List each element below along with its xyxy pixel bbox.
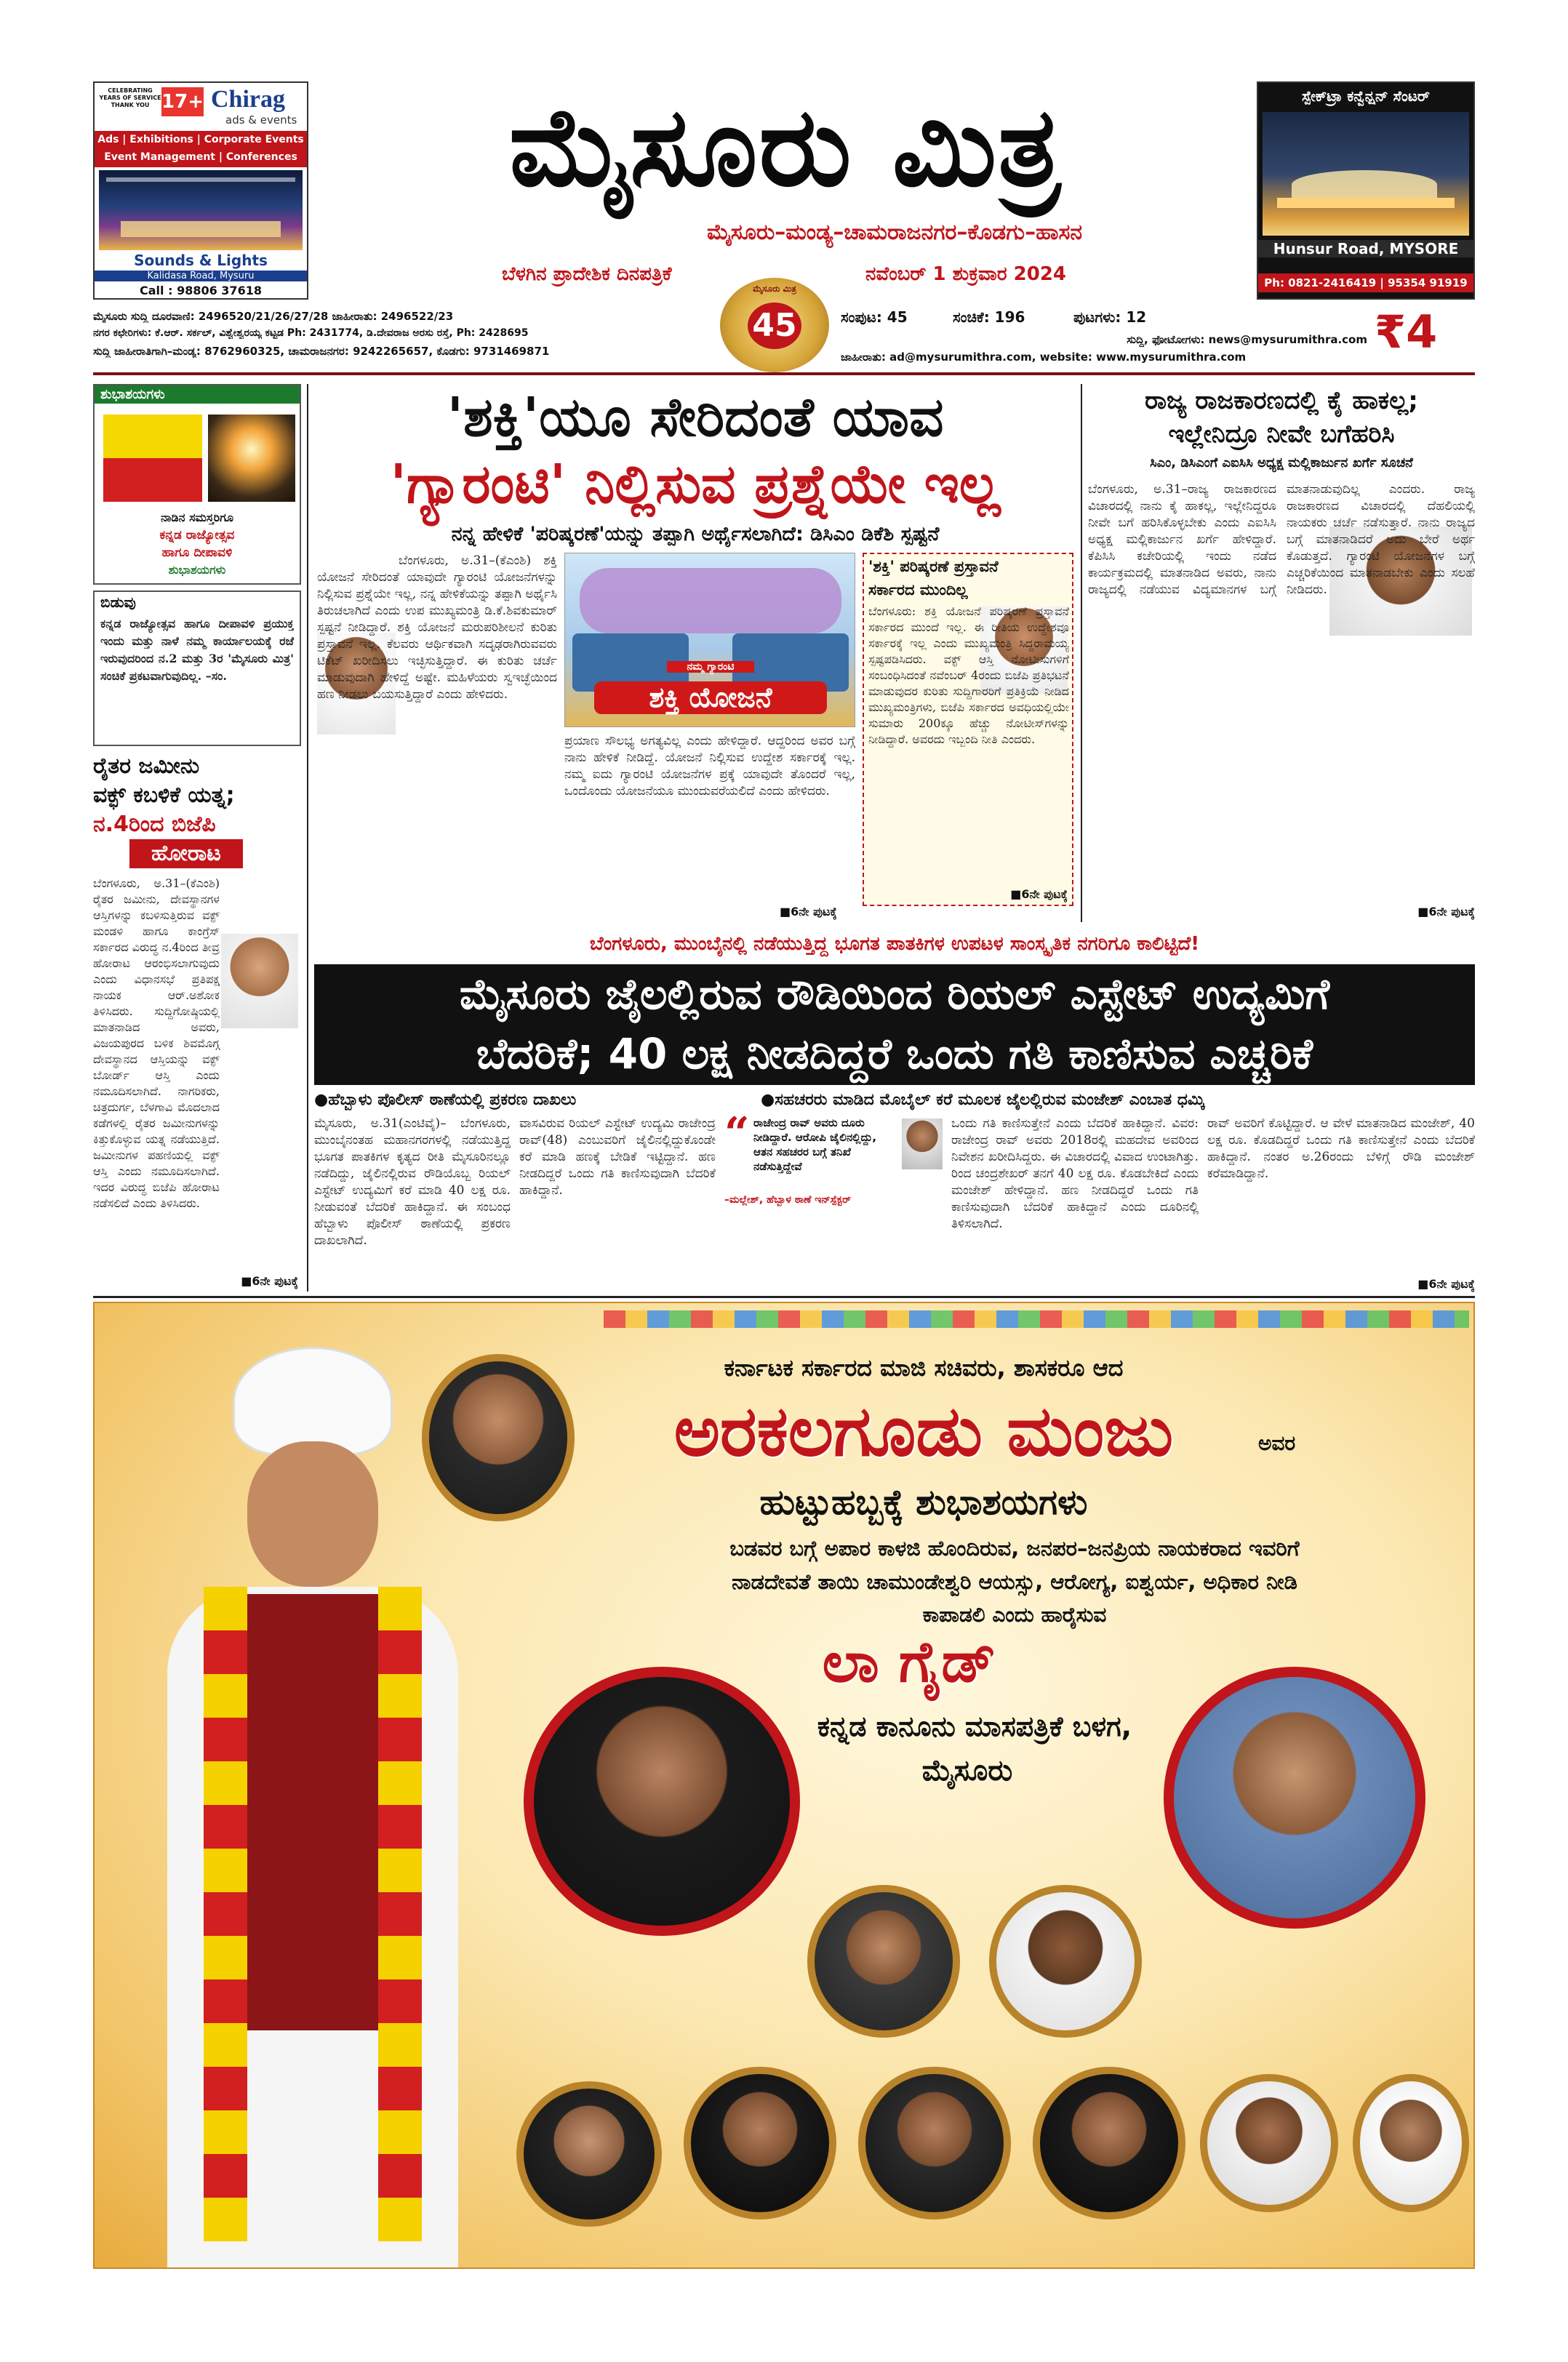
- left-ad[interactable]: [93, 81, 308, 300]
- portrait-row2-6: [1353, 2074, 1469, 2212]
- lead-body-1: ಬೆಂಗಳೂರು, ಅ.31–(ಕೆಎಂಶಿ) ಶಕ್ತಿ ಯೋಜನೆ ಸೇರಿದಂತೆ ಯಾವುದೇ ಗ್ಯಾರಂಟಿ ಯೋಜನೆಗಳನ್ನು ನಿಲ್ಲಿಸುವ ಪ್ರಶ್ನೆಯೇ ಇಲ್ಲ, ನನ್ನ ಹೇಳಿಕೆಯನ್ನು ತಪ್ಪಾಗಿ ಅರ್ಥೈಸಿ ತಿರುಚಲಾಗಿದೆ ಎಂದು ಉಪ ಮುಖ್ಯಮಂತ್ರಿ ಡಿ.ಕೆ.ಶಿವಕುಮಾರ್ ಸ್ಪಷ್ಟನೆ ನೀಡಿದ್ದಾರೆ. ಶಕ್ತಿ ಯೋಜನೆ ಮರುಪರಿಶೀಲನೆ ಕುರಿತು ಪ್ರಸ್ತಾವನೆ ಇಲ್ಲ. ಕೆಲವರು ಆರ್ಥಿಕವಾಗಿ ಸದೃಢರಾಗಿರುವವರು ಟಿಕೆಟ್ ಖರೀದಿಸಲು ಇಚ್ಛಿಸುತ್ತಿದ್ದಾರೆ. ಈ ಕುರಿತು ಚರ್ಚೆ ಮಾಡುವುದಾಗಿ ಹೇಳಿದ್ದೆ ಅಷ್ಟೇ. ಮಹಿಳೆಯರು ಸ್ವಇಚ್ಛೆಯಿಂದ ಹಣ ನೀಡಲು ಬಯಸುತ್ತಿದ್ದಾರೆ ಎಂದು ಹೇಳಿದರು.: [317, 553, 557, 702]
- right-ad[interactable]: [1257, 81, 1475, 300]
- strap-line: ಬೆಂಗಳೂರು, ಮುಂಬೈನಲ್ಲಿ ನಡೆಯುತ್ತಿದ್ದ ಭೂಗತ ಪಾತಕಿಗಳ ಉಪಟಳ ಸಾಂಸ್ಕೃತಿಕ ನಗರಿಗೂ ಕಾಲಿಟ್ಟಿದೆ!: [589, 933, 1200, 955]
- banner-line-2: ಬೆದರಿಕೆ; 40 ಲಕ್ಷ ನೀಡದಿದ್ದರೆ ಒಂದು ಗತಿ ಕಾಣಿಸುವ ಎಚ್ಚರಿಕೆ: [476, 1029, 1313, 1078]
- masthead-tagline: ಬೆಳಗಿನ ಪ್ರಾದೇಶಿಕ ದಿನಪತ್ರಿಕೆ: [502, 263, 672, 285]
- banner-line-1: ಮೈಸೂರು ಜೈಲಲ್ಲಿರುವ ರೌಡಿಯಿಂದ ರಿಯಲ್ ಎಸ್ಟೇಟ್ ಉದ್ಯಮಿಗೆ: [459, 969, 1330, 1019]
- karnataka-flag-image: [103, 415, 202, 502]
- right-story-body: ಬೆಂಗಳೂರು, ಅ.31–ರಾಜ್ಯ ರಾಜಕಾರಣದ ವಿಚಾರದಲ್ಲಿ ನಾನು ಕೈ ಹಾಕಲ್ಲ, ಇಲ್ಲೇನಿದ್ದರೂ ನೀವೇ ಬಗೆ ಹರಿಸಿಕೊಳ್ಳಬೇಕು ಎಂದು ಎಐಸಿಸಿ ಅಧ್ಯಕ್ಷ ಮಲ್ಲಿಕಾರ್ಜುನ ಖರ್ಗೆ ಹೇಳಿದ್ದಾರೆ. ಕೆಪಿಸಿಸಿ ಕಚೇರಿಯಲ್ಲಿ ಇಂದು ನಡೆದ ಕಾರ್ಯಕ್ರಮದಲ್ಲಿ ಮಾತನಾಡಿದ ಅವರು, ನಾನು ರಾಜ್ಯದಲ್ಲಿ ನಡೆಯುವ ವಿದ್ಯಮಾನಗಳ ಬಗ್ಗೆ ಮಾತನಾಡುವುದಿಲ್ಲ ಎಂದರು. ರಾಜ್ಯ ರಾಜಕಾರಣದ ವಿಚಾರದಲ್ಲಿ ದೆಹಲಿಯಲ್ಲಿ ನಾಯಕರು ಚರ್ಚೆ ನಡೆಸುತ್ತಾರೆ. ನಾನು ರಾಜ್ಯದ ಬಗ್ಗೆ ಮಾತನಾಡಿದರೆ ಅದು ಬೇರೆ ಅರ್ಥ ಕೊಡುತ್ತದೆ. ಗ್ಯಾರಂಟಿ ಯೋಜನೆಗಳ ಬಗ್ಗೆ ಎಚ್ಚರಿಕೆಯಿಂದ ಮಾತನಾಡಬೇಕು ಎಂದು ಸಲಹೆ ನೀಡಿದರು.: [1088, 482, 1475, 597]
- holiday-header: ಬಿಡುವು: [100, 593, 136, 611]
- poster-small-text: ನಮ್ಮ ಗ್ಯಾರಂಟಿ: [667, 661, 754, 673]
- ad-wish: ಹುಟ್ಟುಹಬ್ಬಕ್ಕೆ ಶುಭಾಶಯಗಳು: [759, 1482, 1088, 1523]
- lead-headline-1: 'ಶಕ್ತಿ'ಯೂ ಸೇರಿದಂತೆ ಯಾವ: [447, 386, 944, 449]
- side-story-headline-1: 'ಶಕ್ತಿ' ಪರಿಷ್ಕರಣೆ ಪ್ರಸ್ತಾವನೆ: [868, 558, 999, 575]
- side-story-body: ಬೆಂಗಳೂರು: ಶಕ್ತಿ ಯೋಜನೆ ಪರಿಷ್ಕರಣೆ ಪ್ರಸ್ತಾವನೆ ಸರ್ಕಾರದ ಮುಂದೆ ಇಲ್ಲ. ಈ ರೀತಿಯ ಉದ್ದೇಶವೂ ಸರ್ಕಾರಕ್ಕೆ ಇಲ್ಲ ಎಂದು ಮುಖ್ಯಮಂತ್ರಿ ಸಿದ್ದರಾಮಯ್ಯ ಸ್ಪಷ್ಟಪಡಿಸಿದರು. ವಕ್ಫ್ ಆಸ್ತಿ ನೋಟೀಸುಗಳಿಗೆ ಸಂಬಂಧಿಸಿದಂತೆ ನವೆಂಬರ್ 4ರಂದು ಬಿಜೆಪಿ ಪ್ರತಿಭಟನೆ ಮಾಡುವುದರ ಕುರಿತು ಸುದ್ದಿಗಾರರಿಗೆ ಪ್ರತಿಕ್ರಿಯೆ ನೀಡಿದ ಮುಖ್ಯಮಂತ್ರಿಗಳು, ಬಿಜೆಪಿ ಸರ್ಕಾರದ ಅವಧಿಯಲ್ಲಿಯೇ ಸುಮಾರು 200ಕ್ಕೂ ಹೆಚ್ಚು ನೋಟೀಸ್‌ಗಳನ್ನು ನೀಡಿದ್ದಾರೆ. ಅವರದು ಇಬ್ಬಂದಿ ನೀತಿ ಎಂದರು.: [868, 604, 1069, 746]
- price: ₹4: [1375, 305, 1438, 359]
- crime-body-3: ಒಂದು ಗತಿ ಕಾಣಿಸುತ್ತೇನೆ ಎಂದು ಬೆದರಿಕೆ ಹಾಕಿದ್ದಾನೆ. ವಿವರ: ರಾಜೇಂದ್ರ ರಾವ್ ಅವರು 2018ರಲ್ಲಿ ಮಹದೇವ ಅವರಿಂದ ನಿವೇಶನ ಖರೀದಿಸಿದ್ದರು. ಈ ವಿಚಾರದಲ್ಲಿ ವಿವಾದ ಉಂಟಾಗಿತ್ತು. ರಿಂದ ಚಂದ್ರಶೇಖರ್ ತನಗೆ 40 ಲಕ್ಷ ರೂ. ಕೊಡಬೇಕಿದೆ ಎಂದು ಮಂಜೇಶ್ ಹೇಳಿದ್ದಾನೆ. ಹಣ ನೀಡದಿದ್ದರೆ ಒಂದು ಗತಿ ಕಾಣಿಸುವುದಾಗಿ ಬೆದರಿಕೆ ಹಾಕಿದ್ದಾನೆ ಎಂದು ದೂರಿನಲ್ಲಿ ತಿಳಿಸಲಾಗಿದೆ.: [951, 1116, 1199, 1231]
- ad-leader-name: ಅರಕಲಗೂಡು ಮಂಜು: [673, 1390, 1174, 1472]
- right-ad-address: Hunsur Road, MYSORE: [1258, 240, 1473, 257]
- crime-kicker-1: ●ಹೆಬ್ಬಾಳು ಪೊಲೀಸ್ ಠಾಣೆಯಲ್ಲಿ ಪ್ರಕರಣ ದಾಖಲು: [314, 1091, 577, 1109]
- portrait-row1-left: [807, 1885, 960, 2038]
- right-headline-2: ಇಲ್ಲೇನಿದ್ರೂ ನೀವೇ ಬಗೆಹರಿಸಿ: [1168, 420, 1395, 449]
- ad-line-4: ಕಾಪಾಡಲಿ ಎಂದು ಹಾರೈಸುವ: [922, 1603, 1107, 1627]
- shakti-yojane-poster: [564, 553, 855, 727]
- ad-brand: Chirag: [211, 86, 285, 113]
- side-story: [863, 553, 1073, 906]
- right-story-continued: ■6ನೇ ಪುಟಕ್ಕೆ: [1417, 905, 1475, 918]
- lead-continued: ■6ನೇ ಪುಟಕ್ಕೆ: [780, 905, 837, 918]
- right-ad-phone: Ph: 0821-2416419 | 95354 91919: [1258, 273, 1473, 292]
- right-ad-title: ಸ್ಪೇಕ್‌ಟ್ರಾ ಕನ್ವೆನ್ಷನ್ ಸೆಂಟರ್: [1302, 87, 1430, 105]
- volume: ಸಂಪುಟ: 45: [841, 308, 908, 326]
- ad-call: Call : 98806 37618: [140, 284, 262, 297]
- portrait-row2-3: [858, 2067, 1011, 2219]
- ad-services-strip: [95, 131, 307, 167]
- anniversary-seal-number: 45: [748, 303, 801, 349]
- ad-sounds-lights: Sounds & Lights: [134, 252, 268, 269]
- ad-org-line: ಕನ್ನಡ ಕಾನೂನು ಮಾಸಪತ್ರಿಕೆ ಬಳಗ,: [817, 1710, 1132, 1742]
- portrait-center-large: [524, 1667, 800, 1936]
- masthead: [0, 0, 1568, 378]
- anniversary-seal: [720, 278, 829, 372]
- crime-quote-by: –ಮಲ್ಲೇಶ್, ಹೆಬ್ಬಾಳ ಠಾಣೆ ಇನ್‌ಸ್ಪೆಕ್ಟರ್: [724, 1194, 852, 1206]
- holiday-body: ಕನ್ನಡ ರಾಜ್ಯೋತ್ಸವ ಹಾಗೂ ದೀಪಾವಳಿ ಪ್ರಯುಕ್ತ ಇಂದು ಮತ್ತು ನಾಳೆ ನಮ್ಮ ಕಾರ್ಯಾಲಯಕ್ಕೆ ರಜೆ ಇರುವುದರಿಂದ ನ.2 ಮತ್ತು 3ರ 'ಮೈಸೂರು ಮಿತ್ರ' ಸಂಚಿಕೆ ಪ್ರಕಟವಾಗುವುದಿಲ್ಲ. –ಸಂ.: [100, 617, 294, 683]
- greetings-header: ಶುಭಾಶಯಗಳು: [95, 385, 300, 404]
- right-headline-1: ರಾಜ್ಯ ರಾಜಕಾರಣದಲ್ಲಿ ಕೈ ಹಾಕಲ್ಲ;: [1145, 386, 1418, 415]
- crime-kicker-2: ●ಸಹಚರರು ಮಾಡಿದ ಮೊಬೈಲ್ ಕರೆ ಮೂಲಕ ಜೈಲಲ್ಲಿರುವ ಮಂಜೇಶ್ ಎಂಬಾತ ಧಮ್ಕಿ: [761, 1091, 1205, 1109]
- fireworks-image: [208, 415, 295, 502]
- masthead-rule: [93, 372, 1475, 375]
- quote-mark-icon: “: [724, 1108, 750, 1159]
- ad-services-line2: Event Management | Conferences: [104, 151, 297, 163]
- portrait-row2-2: [684, 2067, 836, 2219]
- bunting-decoration: [604, 1310, 1469, 1354]
- greetings-line4: ಶುಭಾಶಯಗಳು: [168, 563, 226, 577]
- left-story-continued: ■6ನೇ ಪುಟಕ್ಕೆ: [241, 1274, 298, 1288]
- ad-services-line1: Ads | Exhibitions | Corporate Events: [97, 134, 304, 145]
- right-ad-photo: [1263, 112, 1469, 236]
- left-story-body: ಬೆಂಗಳೂರು, ಅ.31–(ಕೆಎಂಶಿ) ರೈತರ ಜಮೀನು, ದೇವಸ್ಥಾನಗಳ ಆಸ್ತಿಗಳನ್ನು ಕಬಳಿಸುತ್ತಿರುವ ವಕ್ಫ್ ಮಂಡಳಿ ಹಾಗೂ ಕಾಂಗ್ರೆಸ್ ಸರ್ಕಾರದ ವಿರುದ್ಧ ನ.4ರಿಂದ ತೀವ್ರ ಹೋರಾಟ ಆರಂಭಿಸಲಾಗುವುದು ಎಂದು ವಿಧಾನಸಭೆ ಪ್ರತಿಪಕ್ಷ ನಾಯಕ ಆರ್.ಅಶೋಕ ತಿಳಿಸಿದರು. ಸುದ್ದಿಗೋಷ್ಠಿಯಲ್ಲಿ ಮಾತನಾಡಿದ ಅವರು, ವಿಜಯಪುರದ ಬಳಿಕ ಶಿವಮೊಗ್ಗ ದೇವಸ್ಥಾನದ ಆಸ್ತಿಯನ್ನು ವಕ್ಫ್ ಬೋರ್ಡ್ ಆಸ್ತಿ ಎಂದು ನಮೂದಿಸಲಾಗಿದೆ. ನಾಗರಿಕರು, ಚಿತ್ರದುರ್ಗ, ಬೆಳಗಾವಿ ಮೊದಲಾದ ಕಡೆಗಳಲ್ಲಿ ರೈತರ ಜಮೀನುಗಳನ್ನು ಕಿತ್ತುಕೊಳ್ಳುವ ಯತ್ನ ನಡೆಯುತ್ತಿದೆ. ಜಮೀನುಗಳ ಪಹಣಿಯಲ್ಲಿ ವಕ್ಫ್ ಆಸ್ತಿ ಎಂದು ನಮೂದಿಸಲಾಗಿದೆ. ಇದರ ವಿರುದ್ಧ ಬಿಜೆಪಿ ಹೋರಾಟ ನಡೆಸಲಿದೆ ಎಂದು ತಿಳಿಸಿದರು.: [93, 876, 220, 1210]
- anniversary-seal-label: ಮೈಸೂರು ಮಿತ್ರ: [753, 284, 796, 294]
- ad-org-name: ಲಾ ಗೈಡ್: [822, 1630, 996, 1695]
- ad-name-suffix: ಅವರ: [1258, 1431, 1296, 1455]
- crime-body-4-inline: ರಿಂದ ಚಂದ್ರಶೇಖರ್ ತನಗೆ 40 ಲಕ್ಷ ರೂ. ಕೊಡಬೇಕಿದೆ ಎಂದು ಮಂಜೇಶ್ ಹೇಳಿದ್ದಾನೆ. ಹಣ ನೀಡದಿದ್ದರೆ ಒಂದು ಗತಿ ಕಾಣಿಸುವುದಾಗಿ ಬೆದರಿಕೆ ಹಾಕಿದ್ದಾನೆ ಎಂದು ದೂರಿನಲ್ಲಿ ತಿಳಿಸಲಾಗಿದೆ.: [951, 1166, 1199, 1231]
- anniversary-badge-text: CELEBRATING YEARS OF SERVICE THANK YOU: [99, 87, 161, 108]
- greetings-box: [93, 384, 301, 585]
- side-story-continued: ■6ನೇ ಪುಟಕ್ಕೆ: [1010, 887, 1068, 901]
- right-subhead: ಸಿಎಂ, ಡಿಸಿಎಂಗೆ ಎಐಸಿಸಿ ಅಧ್ಯಕ್ಷ ಮಲ್ಲಿಕಾರ್ಜುನ ಖರ್ಗೆ ಸೂಚನೆ: [1150, 455, 1413, 471]
- holiday-box: [93, 590, 301, 746]
- ad-brand-sub: ads & events: [225, 113, 297, 127]
- crime-quote: ರಾಜೇಂದ್ರ ರಾವ್ ಅವರು ದೂರು ನೀಡಿದ್ದಾರೆ. ಆರೋಪಿ ಜೈಲಿನಲ್ಲಿದ್ದು, ಆತನ ಸಹಚರರ ಬಗ್ಗೆ ತನಿಖೆ ನಡೆಸುತ್ತಿದ್ದೇವೆ: [753, 1116, 877, 1173]
- issue: ಸಂಚಿಕೆ: 196: [953, 308, 1025, 326]
- portrait-row2-1: [516, 2081, 662, 2227]
- masthead-subtitle: ಮೈಸೂರು–ಮಂಡ್ಯ–ಚಾಮರಾಜನಗರ–ಕೊಡಗು–ಹಾಸನ: [706, 220, 1083, 245]
- crime-body-1: ಮೈಸೂರು, ಅ.31(ಎಂಟಿವೈ)– ಬೆಂಗಳೂರು, ಮುಂಬೈನಂತಹ ಮಹಾನಗರಗಳಲ್ಲಿ ನಡೆಯುತ್ತಿದ್ದ ಭೂಗತ ಪಾತಕಿಗಳ ಕೃತ್ಯದ ರೀತಿ ಮೈಸೂರಿನಲ್ಲೂ ನಡೆದಿದ್ದು, ಜೈಲಿನಲ್ಲಿರುವ ರೌಡಿಯೊಬ್ಬ ರಿಯಲ್ ಎಸ್ಟೇಟ್ ಉದ್ಯಮಿಗೆ ಕರೆ ಮಾಡಿ 40 ಲಕ್ಷ ರೂ. ನೀಡುವಂತೆ ಬೆದರಿಕೆ ಹಾಕಿದ್ದಾನೆ. ಈ ಸಂಬಂಧ ಹೆಬ್ಬಾಳು ಪೊಲೀಸ್ ಠಾಣೆಯಲ್ಲಿ ಪ್ರಕರಣ ದಾಖಲಾಗಿದೆ.: [314, 1116, 511, 1248]
- greetings-line1: ನಾಡಿನ ಸಮಸ್ತರಿಗೂ: [161, 511, 233, 524]
- news-email: ಸುದ್ದಿ, ಫೋಟೋಗಳು: news@mysurumithra.com: [1127, 333, 1367, 346]
- crime-quote-box: [724, 1108, 943, 1210]
- ad-address: Kalidasa Road, Mysuru: [95, 271, 307, 281]
- pages: ಪುಟಗಳು: 12: [1073, 308, 1147, 326]
- poster-title: ಶಕ್ತಿ ಯೋಜನೆ: [594, 681, 827, 714]
- crime-body-2: ವಾಸವಿರುವ ರಿಯಲ್ ಎಸ್ಟೇಟ್ ಉದ್ಯಮಿ ರಾಜೇಂದ್ರ ರಾವ್(48) ಎಂಬುವರಿಗೆ ಜೈಲಿನಲ್ಲಿದ್ದುಕೊಂಡೇ ಕರೆ ಮಾಡಿ ಹಣಕ್ಕೆ ಬೇಡಿಕೆ ಇಟ್ಟಿದ್ದಾನೆ. ಹಣ ನೀಡದಿದ್ದರೆ ಒಂದು ಗತಿ ಕಾಣಿಸುವುದಾಗಿ ಬೆದರಿಕೆ ಹಾಕಿದ್ದಾನೆ.: [519, 1116, 716, 1198]
- birthday-ad[interactable]: [93, 1302, 1475, 2269]
- ad-email: ಜಾಹೀರಾತು: ad@mysurumithra.com, website: www.mysurumithra.com: [841, 351, 1247, 364]
- ad-line-2: ಬಡವರ ಬಗ್ಗೆ ಅಪಾರ ಕಾಳಜಿ ಹೊಂದಿರುವ, ಜನಪರ–ಜನಪ್ರಿಯ ನಾಯಕರಾದ ಇವರಿಗೆ: [729, 1536, 1300, 1561]
- lead-body-2: ಪ್ರಯಾಣ ಸೌಲಭ್ಯ ಅಗತ್ಯವಿಲ್ಲ ಎಂದು ಹೇಳಿದ್ದಾರೆ. ಆದ್ದರಿಂದ ಅವರ ಬಗ್ಗೆ ನಾನು ಹೇಳಿಕೆ ನೀಡಿದ್ದೆ. ಯೋಜನೆ ನಿಲ್ಲಿಸುವ ಉದ್ದೇಶ ಸರ್ಕಾರಕ್ಕೆ ಇಲ್ಲ. ನಮ್ಮ ಐದು ಗ್ಯಾರಂಟಿ ಯೋಜನೆಗಳ ಪ್ರಕ್ಕೆ ಯಾವುದೇ ತೊಂದರೆ ಇಲ್ಲ, ಒಂದೊಂದು ಯೋಜನೆಯೂ ಮುಂದುವರೆಯಲಿದೆ ಎಂದು ಹೇಳಿದರು.: [564, 734, 855, 798]
- ad-top-rule: [93, 1296, 1475, 1298]
- left-story-headline-4: ಹೋರಾಟ: [129, 839, 243, 868]
- right-story: [1088, 384, 1475, 922]
- anniversary-badge-number: 17+: [161, 87, 204, 116]
- side-story-headline-2: ಸರ್ಕಾರದ ಮುಂದಿಲ್ಲ: [868, 581, 968, 598]
- crime-continued: ■6ನೇ ಪುಟಕ್ಕೆ: [1417, 1277, 1475, 1291]
- left-story-headline-1: ರೈತರ ಜಮೀನು: [93, 753, 200, 779]
- ad-city: ಮೈಸೂರು: [921, 1754, 1013, 1787]
- lead-subhead: ನನ್ನ ಹೇಳಿಕೆ 'ಪರಿಷ್ಕರಣೆ'ಯನ್ನು ತಪ್ಪಾಗಿ ಅರ್ಥೈಸಲಾಗಿದೆ: ಡಿಸಿಎಂ ಡಿಕೆಶಿ ಸ್ಪಷ್ಟನೆ: [451, 523, 940, 545]
- right-column-rule: [1081, 384, 1082, 922]
- crime-story: [314, 1091, 1475, 1292]
- contact-line-2: ನಗರ ಕಛೇರಿಗಳು: ಕೆ.ಆರ್. ಸರ್ಕಲ್, ವಿಶ್ವೇಶ್ವರಯ್ಯ ಕಟ್ಟಡ Ph: 2431774, ಡಿ.ದೇವರಾಜ ಅರಸು ರಸ್ತೆ, Ph: 2428695: [93, 327, 529, 339]
- ad-line-3: ನಾಡದೇವತೆ ತಾಯಿ ಚಾಮುಂಡೇಶ್ವರಿ ಆಯಸ್ಸು, ಆರೋಗ್ಯ, ಐಶ್ವರ್ಯ, ಅಧಿಕಾರ ನೀಡಿ: [732, 1569, 1297, 1594]
- left-story-headline-3: ನ.4ರಿಂದ ಬಿಜೆಪಿ: [93, 812, 216, 837]
- lead-headline-2: 'ಗ್ಯಾರಂಟಿ' ನಿಲ್ಲಿಸುವ ಪ್ರಶ್ನೆಯೇ ಇಲ್ಲ: [390, 453, 1001, 516]
- masthead-date: ನವೆಂಬರ್ 1 ಶುಕ್ರವಾರ 2024: [865, 263, 1067, 285]
- masthead-title: ಮೈಸೂರು ಮಿತ್ರ: [508, 84, 1063, 211]
- portrait-row1-right: [989, 1885, 1142, 2038]
- ad-line-1: ಕರ್ನಾಟಕ ಸರ್ಕಾರದ ಮಾಜಿ ಸಚಿವರು, ಶಾಸಕರೂ ಆದ: [724, 1354, 1124, 1382]
- contact-line-3: ಸುದ್ದಿ ಜಾಹೀರಾತಿಗಾಗಿ–ಮಂಡ್ಯ: 8762960325, ಚಾಮರಾಜನಗರ: 9242265657, ಕೊಡಗು: 9731469871: [93, 345, 550, 358]
- portrait-top-center: [422, 1354, 575, 1521]
- inspector-photo: [902, 1118, 943, 1169]
- portrait-row2-4: [1033, 2067, 1185, 2219]
- portrait-row2-5: [1200, 2074, 1338, 2212]
- greetings-line2: ಕನ್ನಡ ರಾಜ್ಯೋತ್ಸವ: [159, 528, 235, 543]
- greetings-line3: ಹಾಗೂ ದೀಪಾವಳಿ: [161, 545, 233, 560]
- contact-line-1: ಮೈಸೂರು ಸುದ್ದಿ ದೂರವಾಣಿ: 2496520/21/26/27/28 ಜಾಹೀರಾತು: 2496522/23: [93, 310, 454, 323]
- banner-headline: [314, 964, 1475, 1085]
- left-story: [93, 752, 301, 1292]
- left-column-rule: [307, 384, 308, 1292]
- ad-stage-photo: [99, 170, 303, 250]
- crime-body-5: ರಾವ್ ಅವರಿಗೆ ಕೊಟ್ಟಿದ್ದಾರೆ. ಆ ವೇಳೆ ಮಾತನಾಡಿದ ಮಂಜೇಶ್, 40 ಲಕ್ಷ ರೂ. ಕೊಡದಿದ್ದರೆ ಒಂದು ಗತಿ ಕಾಣಿಸುತ್ತೇನೆ ಎಂದು ಬೆದರಿಕೆ ಹಾಕಿದ್ದಾನೆ. ನಂತರ ಅ.26ರಂದು ಬೆಳಿಗ್ಗೆ ರೌಡಿ ಮಂಜೇಶ್ ಕರೆಮಾಡಿದ್ದಾನೆ.: [1207, 1116, 1475, 1181]
- lead-story: [314, 384, 1076, 922]
- portrait-right-large: [1164, 1667, 1425, 1929]
- left-story-headline-2: ವಕ್ಫ್ ಕಬಳಿಕೆ ಯತ್ನ;: [93, 782, 235, 808]
